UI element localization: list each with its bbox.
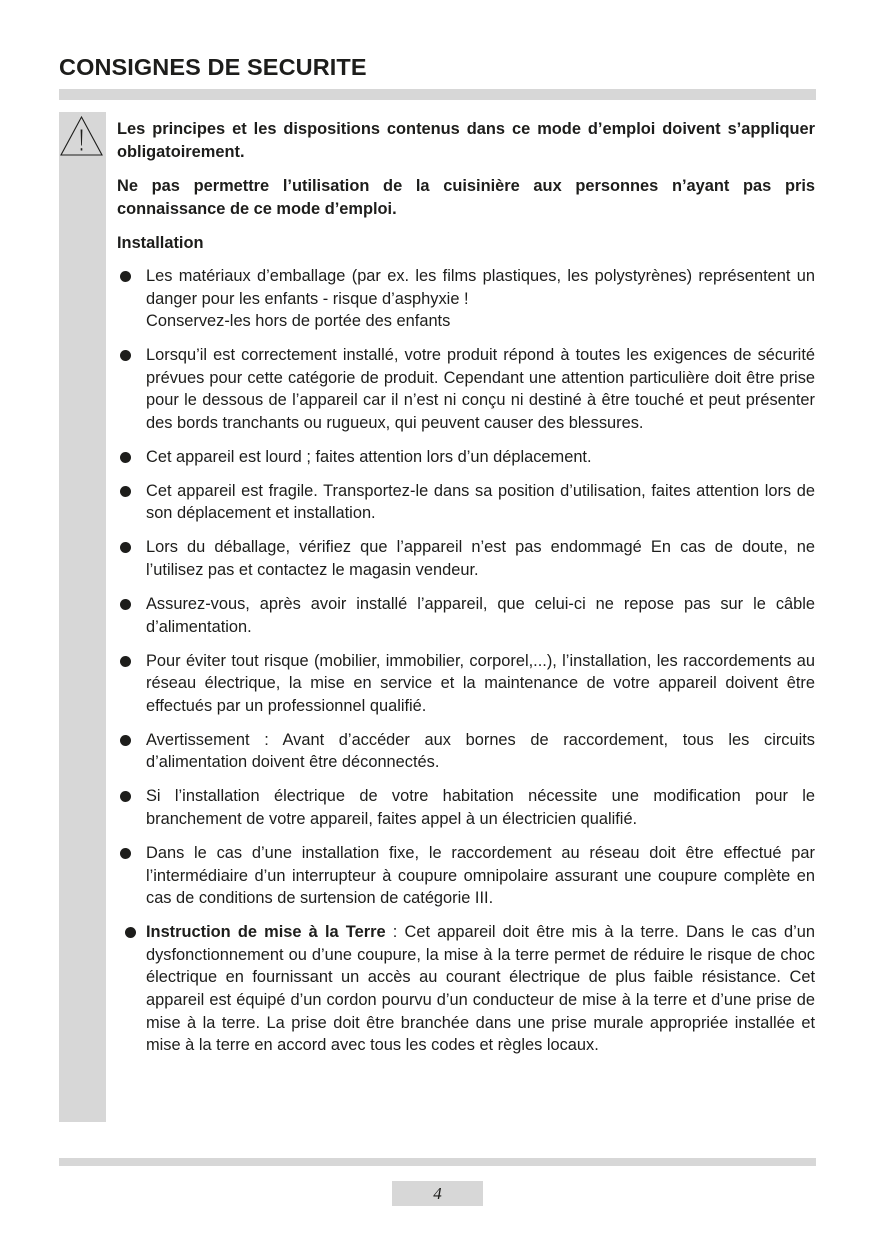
list-item-text: Cet appareil est lourd ; faites attention lors d’un déplacement. (146, 447, 592, 466)
bullet-dot-icon (120, 599, 131, 610)
intro-paragraph-2: Ne pas permettre l’utilisation de la cuisinière aux personnes n’ayant pas pris connaissance de ce mode d’emploi. (117, 177, 815, 218)
bullet-dot-icon (125, 927, 136, 938)
page-number-box (392, 1181, 483, 1206)
bottom-divider (59, 1158, 816, 1166)
installation-list (117, 265, 815, 1057)
list-item (117, 480, 815, 525)
page-number: 4 (433, 1184, 442, 1203)
list-item-text: Dans le cas d’une installation fixe, le raccordement au réseau doit être effectué par l’intermédiaire d’un interrupteur à coupure omnipolaire assurant une coupure complète en cas de conditions de surtension de catégorie III. (146, 843, 815, 908)
bullet-dot-icon (120, 542, 131, 553)
warning-sidebar (59, 112, 106, 1122)
list-item-text: Pour éviter tout risque (mobilier, immobilier, corporel,...), l’installation, les raccordements au réseau électrique, la mise en service et la maintenance de votre appareil doivent être effectués par un professionnel qualifié. (146, 651, 815, 715)
list-item (117, 344, 815, 434)
bullet-dot-icon (120, 656, 131, 667)
bullet-dot-icon (120, 452, 131, 463)
list-item-text: : Cet appareil doit être mis à la terre. Dans le cas d’un dysfonctionnement ou d’une coupure, la mise à la terre permet de réduire le risque de choc électrique en fournissant un accès au courant électrique de plus faible résistance. Cet appareil est équipé d’un cordon pourvu d’un conducteur de mise à la terre et d’une prise de mise à la terre. La prise doit être branchée dans une prise murale appropriée installée et mise à la terre en accord avec tous les codes et règles locaux. (146, 923, 815, 1055)
list-item-text: Cet appareil est fragile. Transportez-le dans sa position d’utilisation, faites attention lors de son déplacement et installation. (146, 481, 815, 523)
list-item-text: Conservez-les hors de portée des enfants (146, 312, 451, 331)
list-item-text: Lors du déballage, vérifiez que l’appareil n’est pas endommagé En cas de doute, ne l’utilisez pas et contactez le magasin vendeur. (146, 538, 815, 580)
list-item (117, 842, 815, 910)
warning-triangle-icon (59, 114, 104, 158)
bullet-dot-icon (120, 848, 131, 859)
list-item (117, 265, 815, 333)
earthing-instruction-label: Instruction de mise à la Terre (146, 923, 386, 942)
list-item (117, 785, 815, 830)
top-divider (59, 89, 816, 100)
page-title: CONSIGNES DE SECURITE (59, 54, 367, 80)
bullet-dot-icon (120, 791, 131, 802)
list-item (117, 593, 815, 638)
bullet-dot-icon (120, 735, 131, 746)
intro-paragraph-1: Les principes et les dispositions contenus dans ce mode d’emploi doivent s’appliquer obligatoirement. (117, 120, 815, 161)
safety-content (117, 118, 815, 1068)
list-item (117, 446, 815, 469)
list-item (117, 921, 815, 1057)
list-item-text: Lorsqu’il est correctement installé, votre produit répond à toutes les exigences de sécurité prévues pour cette catégorie de produit. Cependant une attention particulière doit être prise pour le dessous de l’appareil car il n’est ni conçu ni destiné à être touché et peut présenter des bords tranchants ou rugueux, qui peuvent causer des blessures. (146, 346, 815, 432)
bullet-dot-icon (120, 486, 131, 497)
bullet-dot-icon (120, 271, 131, 282)
section-heading-installation: Installation (117, 234, 204, 253)
list-item (117, 729, 815, 774)
list-item-text: Si l’installation électrique de votre habitation nécessite une modification pour le branchement de votre appareil, faites appel à un électricien qualifié. (146, 787, 815, 828)
list-item-text: Assurez-vous, après avoir installé l’appareil, que celui-ci ne repose pas sur le câble d’alimentation. (146, 595, 815, 636)
list-item-text: Les matériaux d’emballage (par ex. les films plastiques, les polystyrènes) représentent un danger pour les enfants - risque d’asphyxie ! (146, 266, 815, 308)
list-item (117, 536, 815, 581)
list-item-text: Avertissement : Avant d’accéder aux bornes de raccordement, tous les circuits d’alimentation doivent être déconnectés. (146, 730, 815, 772)
bullet-dot-icon (120, 350, 131, 361)
list-item (117, 650, 815, 718)
